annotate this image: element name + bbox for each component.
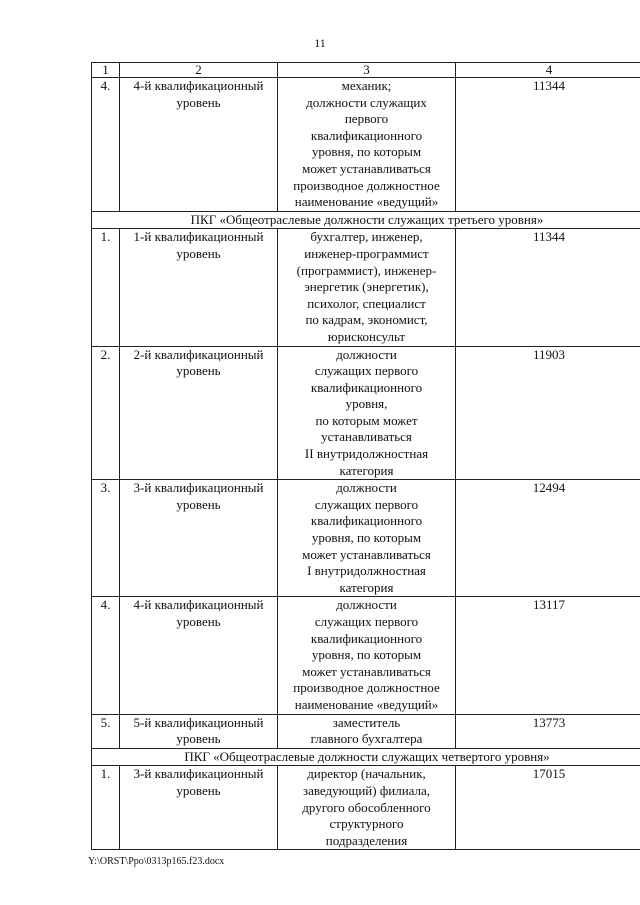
row-number: 1. bbox=[92, 766, 120, 850]
salary-cell: 11344 bbox=[456, 78, 640, 212]
qualification-level: 1-й квалификационный уровень bbox=[120, 229, 278, 346]
qualification-level: 4-й квалификационный уровень bbox=[120, 78, 278, 212]
table-row bbox=[92, 78, 640, 212]
positions-cell: заместитель главного бухгалтера bbox=[278, 714, 456, 748]
salary-cell: 13773 bbox=[456, 714, 640, 748]
positions-cell: должности служащих первого квалификационного уровня, по которым может устанавливаться II внутридолжностная категория bbox=[278, 346, 456, 480]
salary-cell: 11344 bbox=[456, 229, 640, 346]
group-title: ПКГ «Общеотраслевые должности служащих четвертого уровня» bbox=[92, 748, 640, 766]
group-header-row bbox=[92, 211, 640, 229]
row-number: 1. bbox=[92, 229, 120, 346]
file-path-footer: Y:\ORST\Ppo\0313p165.f23.docx bbox=[88, 856, 225, 867]
table-row bbox=[92, 714, 640, 748]
header-cell: 2 bbox=[120, 63, 278, 78]
table-row bbox=[92, 229, 640, 346]
qualification-level: 5-й квалификационный уровень bbox=[120, 714, 278, 748]
row-number: 4. bbox=[92, 597, 120, 714]
salary-cell: 12494 bbox=[456, 480, 640, 597]
table-body bbox=[92, 63, 640, 850]
page-number: 11 bbox=[314, 36, 326, 50]
qualification-level: 2-й квалификационный уровень bbox=[120, 346, 278, 480]
salary-cell: 17015 bbox=[456, 766, 640, 850]
group-title: ПКГ «Общеотраслевые должности служащих третьего уровня» bbox=[92, 211, 640, 229]
salary-cell: 13117 bbox=[456, 597, 640, 714]
positions-cell: должности служащих первого квалификационного уровня, по которым может устанавливаться I внутридолжностная категория bbox=[278, 480, 456, 597]
row-number: 5. bbox=[92, 714, 120, 748]
header-cell: 4 bbox=[456, 63, 640, 78]
positions-cell: директор (начальник, заведующий) филиала, другого обособленного структурного подразделения bbox=[278, 766, 456, 850]
table-row bbox=[92, 597, 640, 714]
salary-table bbox=[91, 62, 640, 850]
header-cell: 3 bbox=[278, 63, 456, 78]
positions-cell: механик; должности служащих первого квалификационного уровня, по которым может устанавливаться производное должностное наименование «ведущий» bbox=[278, 78, 456, 212]
row-number: 3. bbox=[92, 480, 120, 597]
table-row bbox=[92, 480, 640, 597]
header-row bbox=[92, 63, 640, 78]
positions-cell: бухгалтер, инженер, инженер-программист (программист), инженер- энергетик (энергетик), психолог, специалист по кадрам, экономист, юрисконсульт bbox=[278, 229, 456, 346]
group-header-row bbox=[92, 748, 640, 766]
salary-cell: 11903 bbox=[456, 346, 640, 480]
row-number: 2. bbox=[92, 346, 120, 480]
qualification-level: 3-й квалификационный уровень bbox=[120, 766, 278, 850]
qualification-level: 3-й квалификационный уровень bbox=[120, 480, 278, 597]
row-number: 4. bbox=[92, 78, 120, 212]
qualification-level: 4-й квалификационный уровень bbox=[120, 597, 278, 714]
positions-cell: должности служащих первого квалификационного уровня, по которым может устанавливаться производное должностное наименование «ведущий» bbox=[278, 597, 456, 714]
table-row bbox=[92, 346, 640, 480]
table-row bbox=[92, 766, 640, 850]
header-cell: 1 bbox=[92, 63, 120, 78]
